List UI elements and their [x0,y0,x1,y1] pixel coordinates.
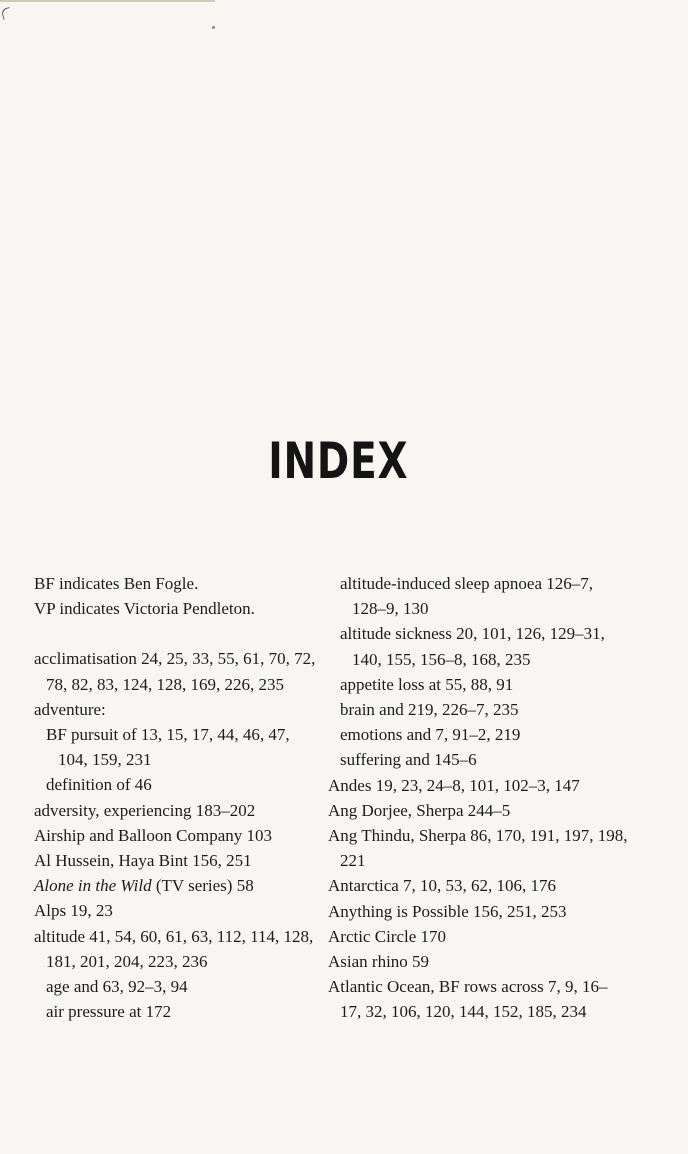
entry-italic-title: Alone in the Wild [34,876,152,896]
index-entry: Ang Dorjee, Sherpa 244–5 [328,800,511,820]
index-subentry: suffering and 145–6 [340,750,477,770]
index-column-right [328,571,628,1025]
index-subentry: emotions and 7, 91–2, 219 [340,725,521,745]
index-column-left [34,571,316,1024]
index-entry: Ang Thindu, Sherpa 86, 170, 191, 197, 198, 221 [328,826,628,871]
index-entry: adversity, experiencing 183–202 [34,800,256,820]
index-subentry: BF pursuit of 13, 15, 17, 44, 46, 47, 104, 159, 231 [46,725,290,770]
index-subentry: definition of 46 [46,775,152,795]
index-entry: Antarctica 7, 10, 53, 62, 106, 176 [328,876,557,896]
index-entry: altitude 41, 54, 60, 61, 63, 112, 114, 128, 181, 201, 204, 223, 236 [34,926,314,971]
index-subentry: brain and 219, 226–7, 235 [340,700,519,720]
index-entry: Airship and Balloon Company 103 [34,825,272,845]
index-subentry: air pressure at 172 [46,1002,172,1022]
index-entry: VP indicates Victoria Pendleton. [34,599,255,619]
pen-mark [1,7,13,20]
index-subentry: altitude sickness 20, 101, 126, 129–31, 140, 155, 156–8, 168, 235 [340,624,605,669]
index-entry: Al Hussein, Haya Bint 156, 251 [34,851,252,871]
index-entry: BF indicates Ben Fogle. [34,574,199,593]
index-entry: acclimatisation 24, 25, 33, 55, 61, 70, 72, 78, 82, 83, 124, 128, 169, 226, 235 [34,649,316,694]
entry-text: (TV series) 58 [151,876,254,896]
index-entry: Arctic Circle 170 [328,926,447,946]
page-title: INDEX [268,432,409,490]
index-subentry: age and 63, 92–3, 94 [46,977,188,997]
speck [212,26,215,29]
index-entry [34,873,316,898]
index-entry: Andes 19, 23, 24–8, 101, 102–3, 147 [328,775,580,795]
index-subentry: altitude-induced sleep apnoea 126–7, 128–9, 130 [340,574,594,619]
entry-spacer [34,621,316,646]
index-entry: Alps 19, 23 [34,901,113,921]
index-subentry: appetite loss at 55, 88, 91 [340,674,514,694]
index-entry: Asian rhino 59 [328,952,430,972]
index-entry: adventure: [34,699,106,719]
page-top-edge [0,0,215,2]
index-entry: Atlantic Ocean, BF rows across 7, 9, 16–17, 32, 106, 120, 144, 152, 185, 234 [328,977,608,1022]
index-entry: Anything is Possible 156, 251, 253 [328,901,567,921]
